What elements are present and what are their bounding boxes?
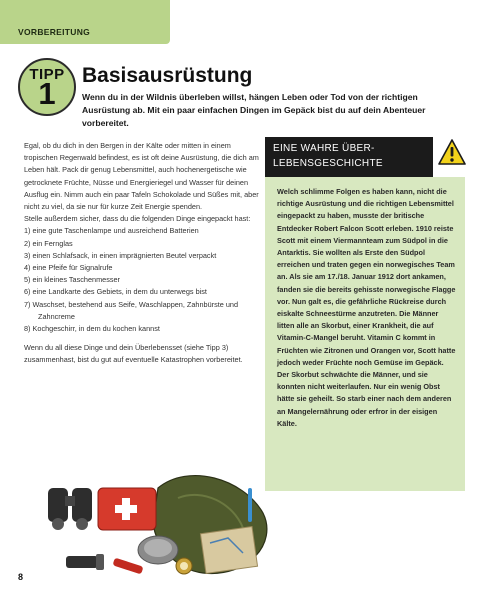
sidebar-header-line-2: LEBENSGESCHICHTE bbox=[273, 158, 383, 169]
tip-badge bbox=[18, 58, 76, 116]
section-tab bbox=[0, 0, 170, 44]
sidebar-text: Welch schlimme Folgen es haben kann, nicht die richtige Ausrüstung und die richtigen Lebensmittel eingepackt zu haben, musste der britische Entdecker Robert Falcon Scott erleben. 1910 reiste Scott mit einem Viermannteam zum Südpol in die Antarktis. Sie wollten als Erste den Südpol erreichen und traten gegen ein norwegisches Team an. Als sie am 17./18. Januar 1912 dort ankamen, fanden sie die bereits gehisste norwegische Flagge vor. Nun galt es, die gefährliche Rückreise durch eiskalte Schneestürme anzutreten. Die Männer litten alle an Skorbut, einer Krankheit, die auf Vitamin-C-Mangel beruht. Vitamin C kommt in Früchten wie Zitronen und Orangen vor, Scott hatte jedoch weder Früchte noch Gemüse im Gepäck. Der Skorbut schwächte die Männer, und sie konnten nicht weiterlaufen. Nur ein wenig Obst hätte sie geheilt. So starb einer nach dem anderen an Mangelernährung oder erfror in der eisigen Kälte. bbox=[265, 177, 465, 491]
list-item: 7) Waschset, bestehend aus Seife, Waschlappen, Zahnbürste und Zahncreme bbox=[24, 299, 239, 321]
list-item: 3) einen Schlafsack, in einen imprägnierten Beutel verpackt bbox=[24, 250, 217, 260]
list-item: 2) ein Fernglas bbox=[24, 238, 73, 248]
sidebar-header-line-1: EINE WAHRE ÜBER- bbox=[273, 143, 375, 154]
flashlight-icon bbox=[66, 554, 104, 570]
equipment-list bbox=[24, 225, 260, 335]
list-item: 5) ein kleines Taschenmesser bbox=[24, 275, 120, 285]
map-icon bbox=[200, 527, 257, 574]
list-item: 4) eine Pfeife für Signalrufe bbox=[24, 263, 113, 273]
list-item: 6) eine Landkarte des Gebiets, in dem du unterwegs bist bbox=[24, 287, 207, 297]
binoculars-icon bbox=[48, 488, 92, 530]
warning-triangle-icon bbox=[438, 139, 466, 165]
page-title: Basisausrüstung bbox=[82, 64, 253, 87]
intro-text: Wenn du in der Wildnis überleben willst, hängen Leben oder Tod von der richtigen Ausrüstung ab. Mit ein paar einfachen Dingen im Gepäck bist du auf dein Abenteuer vorbereitet. bbox=[82, 92, 426, 128]
equipment-illustration bbox=[38, 458, 278, 598]
tip-number: 1 bbox=[38, 76, 56, 111]
pocket-knife-icon bbox=[112, 558, 143, 575]
list-item: 1) eine gute Taschenlampe und ausreichend Batterien bbox=[24, 226, 199, 236]
body-paragraph-3: Wenn du all diese Dinge und dein Überlebensset (siehe Tipp 3) zusammenhast, bist du gut auf eventuelle Katastrophen vorbereitet. bbox=[24, 343, 243, 365]
toothbrush-icon bbox=[248, 488, 252, 522]
list-item: 8) Kochgeschirr, in dem du kochen kannst bbox=[24, 324, 160, 334]
body-paragraph-1: Egal, ob du dich in den Bergen in der Kälte oder mitten in einem tropischen Regenwald befindest, es ist oft deine Ausrüstung, die dich am Leben hält. Pack dir genug Lebensmittel, auch hochenergetische wie getrocknete Früchte, Nüsse und Energieriegel und Wasser für deinen Ausflug ein. Nimm auch ein paar Tafeln Schokolade und Süßes mit, aber nicht zu viel, da sie nur für kurze Zeit Energie spenden. bbox=[24, 141, 259, 212]
tip-word: TIPP bbox=[29, 66, 65, 83]
body-paragraph-2: Stelle außerdem sicher, dass du die folgenden Dinge eingepackt hast: bbox=[24, 214, 251, 224]
section-label: VORBEREITUNG bbox=[18, 27, 91, 37]
sidebar-header bbox=[265, 137, 433, 177]
page-number: 8 bbox=[18, 572, 24, 582]
body-column bbox=[24, 140, 260, 367]
true-story-sidebar bbox=[265, 137, 465, 491]
